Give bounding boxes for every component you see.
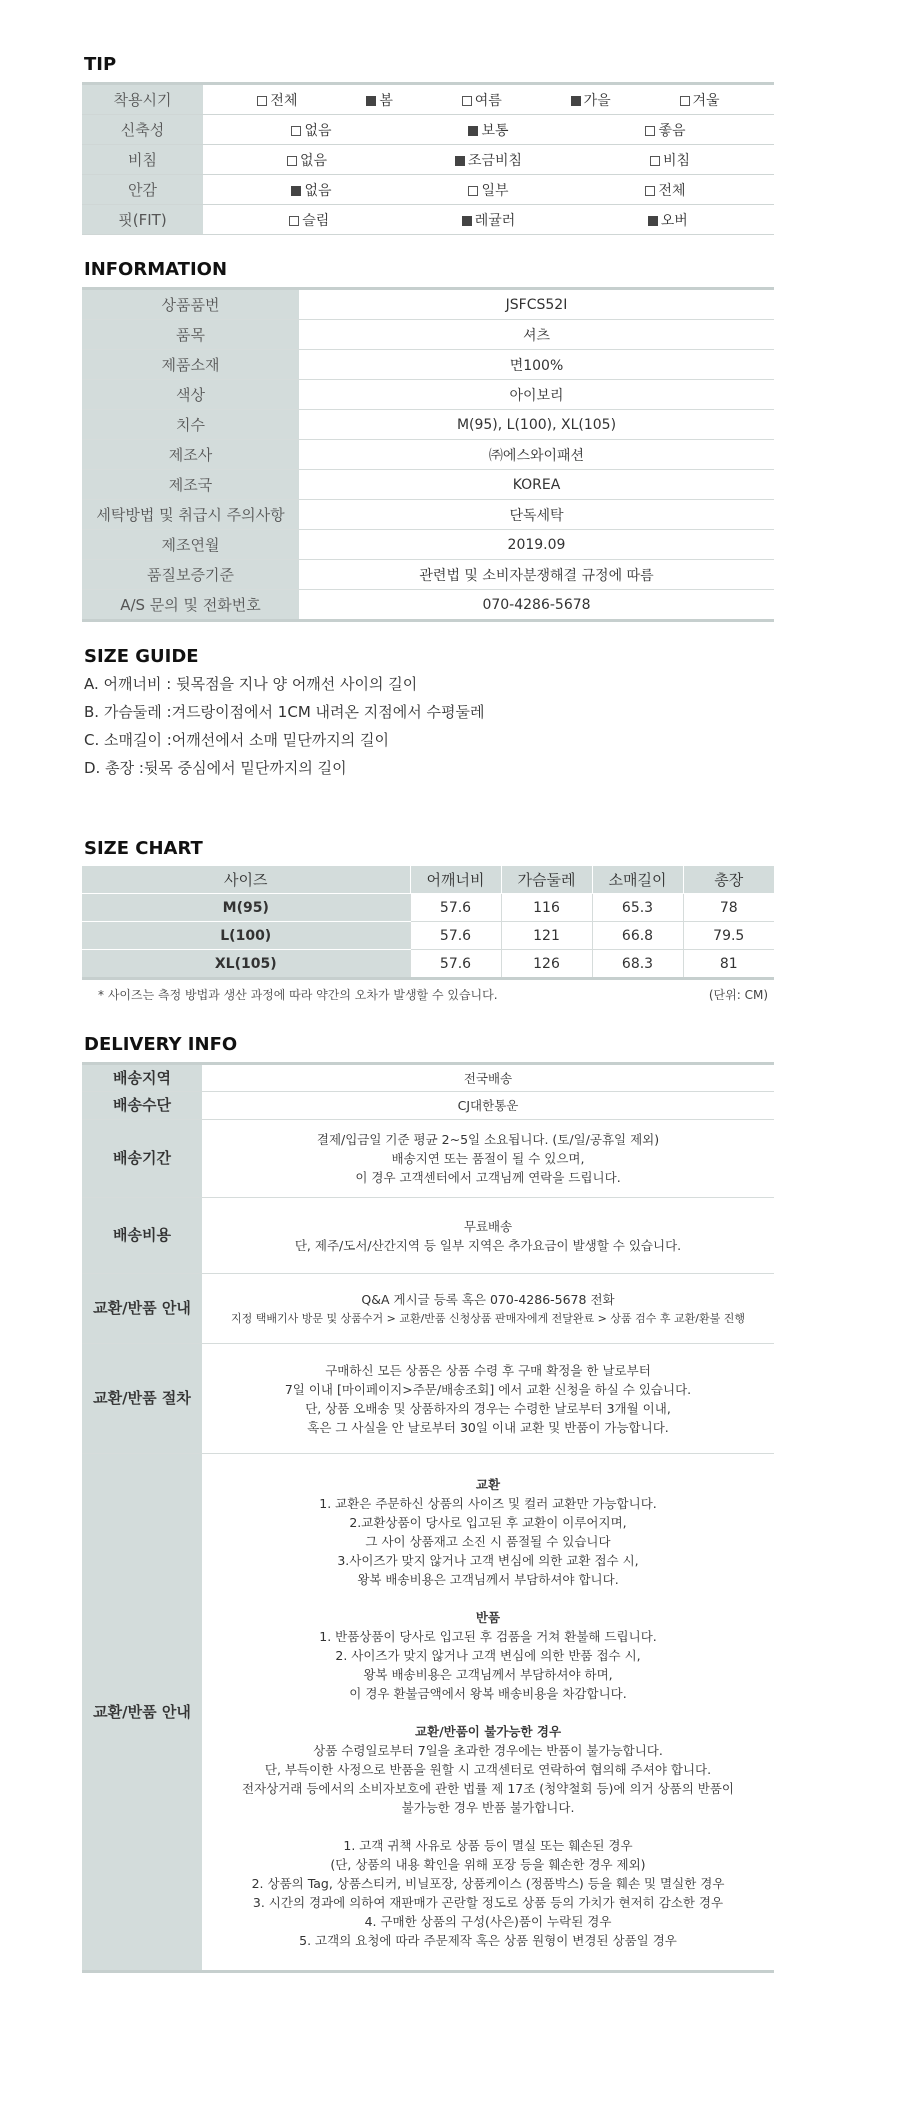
tip-option [648,210,688,230]
tip-options [203,145,774,175]
size-chart-note-row [82,986,774,1003]
delivery-label: 배송비용 [82,1198,202,1274]
policy-heading: 교환 [475,1476,501,1492]
tip-option [257,90,297,110]
policy-text: 상품 수령일로부터 7일을 초과한 경우에는 반품이 불가능합니다. 단, 부득이한 사정으로 반품을 원할 시 고객센터로 연락하여 협의해 주셔야 합니다. 전자상거래 등에서의 소비자보호에 관한 법률 제 17조 (청약철회 등)에 의거 상품의 반품이 불가능한 경우 반품 불가합니다. [242,1742,734,1815]
tip-option [468,180,508,200]
delivery-value-subtext: 지정 택배기사 방문 및 상품수거 > 교환/반품 신청상품 판매자에게 전달완료 > 상품 검수 후 교환/환불 진행 [231,1311,745,1325]
unchecked-box-icon [257,96,267,106]
delivery-value [202,1198,774,1274]
delivery-value-text: 결제/입금일 기준 평균 2~5일 소요됩니다. (토/일/공휴일 제외) 배송지연 또는 품절이 될 수 있으며, 이 경우 고객센터에서 고객님께 연락을 드립니다. [316,1132,660,1185]
delivery-row [82,1344,774,1454]
delivery-label: 배송기간 [82,1120,202,1198]
delivery-row [82,1120,774,1198]
tip-label: 안감 [82,175,203,205]
tip-option-label: 봄 [379,92,393,109]
checked-box-icon [648,216,658,226]
information-row [82,530,774,560]
tip-option [645,180,685,200]
delivery-policy-row [82,1454,774,1972]
delivery-value [202,1064,774,1092]
delivery-row [82,1092,774,1120]
tip-row [82,145,774,175]
tip-option-label: 겨울 [692,92,720,109]
delivery-label: 교환/반품 안내 [82,1274,202,1344]
information-label: 치수 [82,410,299,440]
information-label: 세탁방법 및 취급시 주의사항 [82,500,299,530]
tip-option-label: 여름 [474,92,502,109]
delivery-value-text: Q&A 게시글 등록 혹은 070-4286-5678 전화 [361,1291,615,1307]
size-chart-note: * 사이즈는 측정 방법과 생산 과정에 따라 약간의 오차가 발생할 수 있습니다. [98,988,498,1002]
size-chart-cell: 121 [501,922,592,950]
size-guide-line: D. 총장 :뒷목 중심에서 밑단까지의 길이 [84,759,347,777]
delivery-label: 교환/반품 절차 [82,1344,202,1454]
size-chart-cell: 57.6 [410,922,501,950]
size-chart-row [82,894,774,922]
tip-option [291,120,331,140]
size-chart-cell: 57.6 [410,950,501,979]
tip-option-label: 없음 [299,152,328,169]
tip-options [203,115,774,145]
tip-option-label: 슬림 [302,212,330,229]
information-label: 제조연월 [82,530,299,560]
tip-option-label: 전체 [658,182,686,199]
tip-option [287,150,327,170]
tip-option [468,120,508,140]
delivery-value-text: 무료배송 단, 제주/도서/산간지역 등 일부 지역은 추가요금이 발생할 수 있습니다. [294,1218,682,1253]
tip-option [680,90,720,110]
information-row [82,500,774,530]
policy-heading: 교환/반품이 불가능한 경우 [414,1723,562,1739]
information-row [82,560,774,590]
information-title: INFORMATION [84,259,228,280]
delivery-table [82,1062,774,1973]
tip-option [366,90,393,110]
delivery-row [82,1198,774,1274]
tip-option [289,210,329,230]
information-label: 제품소재 [82,350,299,380]
delivery-value-text: 전국배송 [463,1070,513,1086]
information-row [82,410,774,440]
information-row [82,350,774,380]
information-value: 단독세탁 [299,500,774,530]
delivery-row [82,1274,774,1344]
tip-label: 착용시기 [82,84,203,115]
tip-option-label: 조금비침 [467,152,523,169]
tip-option [462,210,516,230]
size-chart-section [82,838,774,1003]
information-label: 색상 [82,380,299,410]
unchecked-box-icon [462,96,472,106]
information-value: 070-4286-5678 [299,590,774,621]
size-chart-cell: 66.8 [592,922,683,950]
delivery-section [82,1034,774,1973]
tip-row [82,115,774,145]
information-value: 2019.09 [299,530,774,560]
size-chart-row [82,950,774,979]
size-chart-row [82,922,774,950]
unchecked-box-icon [645,126,655,136]
delivery-value-text: 구매하신 모든 상품은 상품 수령 후 구매 확정을 한 날로부터 7일 이내 [마이페이지>주문/배송조회] 에서 교환 신청을 하실 수 있습니다. 단, 상품 오배송 및 상품하자의 경우는 수령한 날로부터 3개월 이내, 혹은 그 사실을 안 날로부터 30일 이내 교환 및 반품이 가능합니다. [284,1362,692,1435]
tip-options [203,205,774,235]
size-chart-cell: 78 [683,894,774,922]
delivery-value [202,1344,774,1454]
size-chart-cell: 126 [501,950,592,979]
size-chart-size: XL(105) [82,950,410,979]
information-row [82,590,774,621]
information-row [82,380,774,410]
delivery-row [82,1064,774,1092]
size-guide-title: SIZE GUIDE [84,646,199,667]
information-row [82,440,774,470]
information-label: 제조사 [82,440,299,470]
checked-box-icon [291,186,301,196]
information-value: 면100% [299,350,774,380]
unchecked-box-icon [291,126,301,136]
information-value: ㈜에스와이패션 [299,440,774,470]
tip-label: 핏(FIT) [82,205,203,235]
tip-options [203,175,774,205]
tip-table [82,82,774,235]
policy-text: 1. 반품상품이 당사로 입고된 후 검품을 거쳐 환불해 드립니다. 2. 사이즈가 맞지 않거나 고객 변심에 의한 반품 접수 시, 왕복 배송비용은 고객님께서 부담하셔야 하며, 이 경우 환불금액에서 왕복 배송비용을 차감합니다. [319,1628,657,1701]
information-label: 품목 [82,320,299,350]
information-value: M(95), L(100), XL(105) [299,410,774,440]
tip-row [82,175,774,205]
tip-option-label: 일부 [481,182,509,199]
checked-box-icon [366,96,376,106]
tip-label: 비침 [82,145,203,175]
checked-box-icon [468,126,478,136]
information-label: 상품품번 [82,289,299,320]
delivery-label: 배송수단 [82,1092,202,1120]
tip-option-label: 레귤러 [474,212,516,229]
checked-box-icon [455,156,465,166]
unchecked-box-icon [287,156,297,166]
tip-option [462,90,502,110]
size-chart-header: 어깨너비 [410,866,501,894]
unchecked-box-icon [468,186,478,196]
tip-option [650,150,690,170]
size-chart-table [82,866,774,980]
size-chart-cell: 68.3 [592,950,683,979]
information-value: 관련법 및 소비자분쟁해결 규정에 따름 [299,560,774,590]
information-value: 아이보리 [299,380,774,410]
information-row [82,289,774,320]
information-section [82,259,774,622]
unchecked-box-icon [289,216,299,226]
tip-label: 신축성 [82,115,203,145]
tip-section [82,54,774,235]
tip-option-label: 없음 [304,182,332,199]
checked-box-icon [462,216,472,226]
size-chart-cell: 81 [683,950,774,979]
tip-option [645,120,685,140]
unchecked-box-icon [680,96,690,106]
size-chart-title: SIZE CHART [84,838,203,859]
size-chart-unit: (단위: CM) [708,988,768,1002]
delivery-label: 교환/반품 안내 [82,1454,202,1972]
information-value: KOREA [299,470,774,500]
tip-option-label: 보통 [481,122,509,139]
size-chart-size: L(100) [82,922,410,950]
size-chart-cell: 116 [501,894,592,922]
delivery-title: DELIVERY INFO [84,1034,238,1055]
information-row [82,320,774,350]
size-chart-size: M(95) [82,894,410,922]
policy-text: 1. 교환은 주문하신 상품의 사이즈 및 컬러 교환만 가능합니다. 2.교환상품이 당사로 입고된 후 교환이 이루어지며, 그 사이 상품재고 소진 시 품절될 수 있습니다 3.사이즈가 맞지 않거나 고객 변심에 의한 교환 접수 시, 왕복 배송비용은 고객님께서 부담하셔야 합니다. [319,1495,657,1587]
tip-option [455,150,522,170]
information-label: 품질보증기준 [82,560,299,590]
information-table [82,287,774,622]
size-guide-line: A. 어깨너비 : 뒷목점을 지나 양 어깨선 사이의 길이 [84,675,418,693]
size-guide-line: C. 소매길이 :어깨선에서 소매 밑단까지의 길이 [84,731,389,749]
size-chart-header: 소매길이 [592,866,683,894]
tip-title: TIP [84,54,117,75]
tip-option-label: 전체 [270,92,298,109]
tip-options [203,84,774,115]
information-label: 제조국 [82,470,299,500]
checked-box-icon [571,96,581,106]
information-value: JSFCS52I [299,289,774,320]
policy-cases: 1. 고객 귀책 사유로 상품 등이 멸실 또는 훼손된 경우 (단, 상품의 내용 확인을 위해 포장 등을 훼손한 경우 제외) 2. 상품의 Tag, 상품스티커, 비닐포장, 상품케이스 (정품박스) 등을 훼손 및 멸실한 경우 3. 시간의 경과에 의하여 재판매가 곤란할 정도로 상품 등의 가치가 현저히 감소한 경우 4. 구매한 상품의 구성(사은)품이 누락된 경우 5. 고객의 요청에 따라 주문제작 혹은 상품 원형이 변경된 상품일 경우 [251,1837,725,1948]
tip-option-label: 가을 [583,92,611,109]
size-chart-cell: 65.3 [592,894,683,922]
delivery-value-text: CJ대한통운 [457,1098,519,1113]
delivery-value [202,1274,774,1344]
size-guide-line: B. 가슴둘레 :겨드랑이점에서 1CM 내려온 지점에서 수평둘레 [84,703,485,721]
size-chart-cell: 79.5 [683,922,774,950]
tip-row [82,205,774,235]
size-guide-section [82,646,774,788]
delivery-value [202,1092,774,1120]
unchecked-box-icon [645,186,655,196]
tip-option-label: 오버 [660,212,688,229]
tip-option-label: 좋음 [658,122,686,139]
information-label: A/S 문의 및 전화번호 [82,590,299,621]
policy-heading: 반품 [475,1609,501,1625]
tip-option-label: 없음 [304,122,332,139]
size-chart-header: 가슴둘레 [501,866,592,894]
information-value: 셔츠 [299,320,774,350]
size-chart-header: 사이즈 [82,866,410,894]
tip-option-label: 비침 [662,152,691,169]
delivery-label: 배송지역 [82,1064,202,1092]
information-row [82,470,774,500]
delivery-policy [202,1454,774,1972]
size-chart-cell: 57.6 [410,894,501,922]
tip-option [571,90,611,110]
size-chart-header: 총장 [683,866,774,894]
tip-row [82,84,774,115]
delivery-value [202,1120,774,1198]
tip-option [291,180,331,200]
unchecked-box-icon [650,156,660,166]
